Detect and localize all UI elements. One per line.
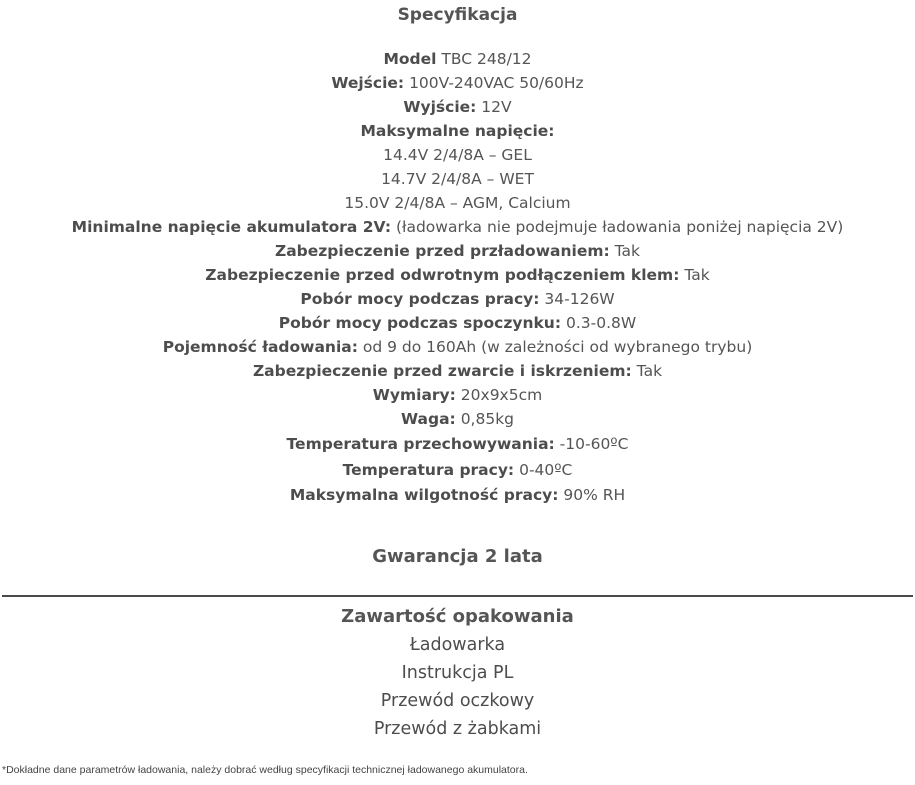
spec-value: 20x9x5cm [460,386,543,404]
spec-label: Pobór mocy podczas spoczynku: [278,314,562,332]
spec-row-agm [0,191,915,215]
spec-title: Specyfikacja [397,5,518,25]
spec-value: od 9 do 160Ah (w zależności od wybranego trybu) [362,338,753,356]
list-item: Instrukcja PL [401,663,514,683]
spec-label: Pobór mocy podczas pracy: [300,290,540,308]
spec-value: 0,85kg [460,410,515,428]
spec-label: Minimalne napięcie akumulatora 2V: [71,218,392,236]
spec-value: 0-40ºC [519,461,573,479]
spec-row-wet [0,167,915,191]
list-item: Ładowarka [409,635,506,655]
spec-value: 100V-240VAC 50/60Hz [409,74,584,92]
spec-row-dimensions [0,383,915,407]
spec-row-input [0,71,915,95]
spec-label: Maksymalne napięcie: [360,122,555,140]
spec-label: Maksymalna wilgotność pracy: [289,486,559,504]
spec-label: Zabezpieczenie przed przładowaniem: [274,242,610,260]
package-contents-list [0,631,915,743]
spec-label: Wyjście: [403,98,477,116]
spec-row-max-voltage [0,119,915,143]
spec-value: TBC 248/12 [441,50,532,68]
list-item: Przewód oczkowy [380,691,535,711]
spec-label: Model [383,50,437,68]
spec-row-humidity [0,483,915,507]
spec-row-gel [0,143,915,167]
spec-value: 0.3-0.8W [565,314,637,332]
spec-row-power-work [0,287,915,311]
list-item: Przewód z żabkami [373,719,542,739]
spec-value: 34-126W [544,290,615,308]
spec-label: Temperatura pracy: [342,461,515,479]
spec-label: Wejście: [331,74,405,92]
spec-row-storage-temp [0,431,915,457]
section-divider [2,595,913,597]
package-contents-title: Zawartość opakowania [341,606,574,627]
spec-value: 15.0V 2/4/8A – AGM, Calcium [344,194,571,212]
spec-row-work-temp [0,457,915,483]
spec-row-min-voltage [0,215,915,239]
spec-value: (ładowarka nie podejmuje ładowania poniżej napięcia 2V) [396,218,844,236]
spec-row-power-idle [0,311,915,335]
spec-label: Waga: [400,410,456,428]
spec-value: 90% RH [563,486,626,504]
spec-value: Tak [684,266,710,284]
spec-value: Tak [636,362,663,380]
spec-row-weight [0,407,915,431]
spec-row-output [0,95,915,119]
spec-row-model [0,47,915,71]
spec-value: 12V [481,98,512,116]
spec-row-short-circuit [0,359,915,383]
spec-value: -10-60ºC [559,435,629,453]
spec-row-capacity [0,335,915,359]
footnote: *Dokładne dane parametrów ładowania, należy dobrać według specyfikacji technicznej ładowanego akumulatora. [2,764,528,776]
spec-label: Temperatura przechowywania: [286,435,555,453]
spec-row-reverse-polarity [0,263,915,287]
spec-value: 14.4V 2/4/8A – GEL [383,146,532,164]
spec-label: Zabezpieczenie przed odwrotnym podłączeniem klem: [205,266,680,284]
spec-value: Tak [614,242,641,260]
spec-label: Pojemność ładowania: [162,338,358,356]
spec-row-overcharge [0,239,915,263]
spec-value: 14.7V 2/4/8A – WET [381,170,534,188]
warranty-heading: Gwarancja 2 lata [372,546,543,567]
spec-label: Wymiary: [372,386,456,404]
spec-label: Zabezpieczenie przed zwarcie i iskrzeniem: [252,362,632,380]
spec-list [0,47,915,507]
